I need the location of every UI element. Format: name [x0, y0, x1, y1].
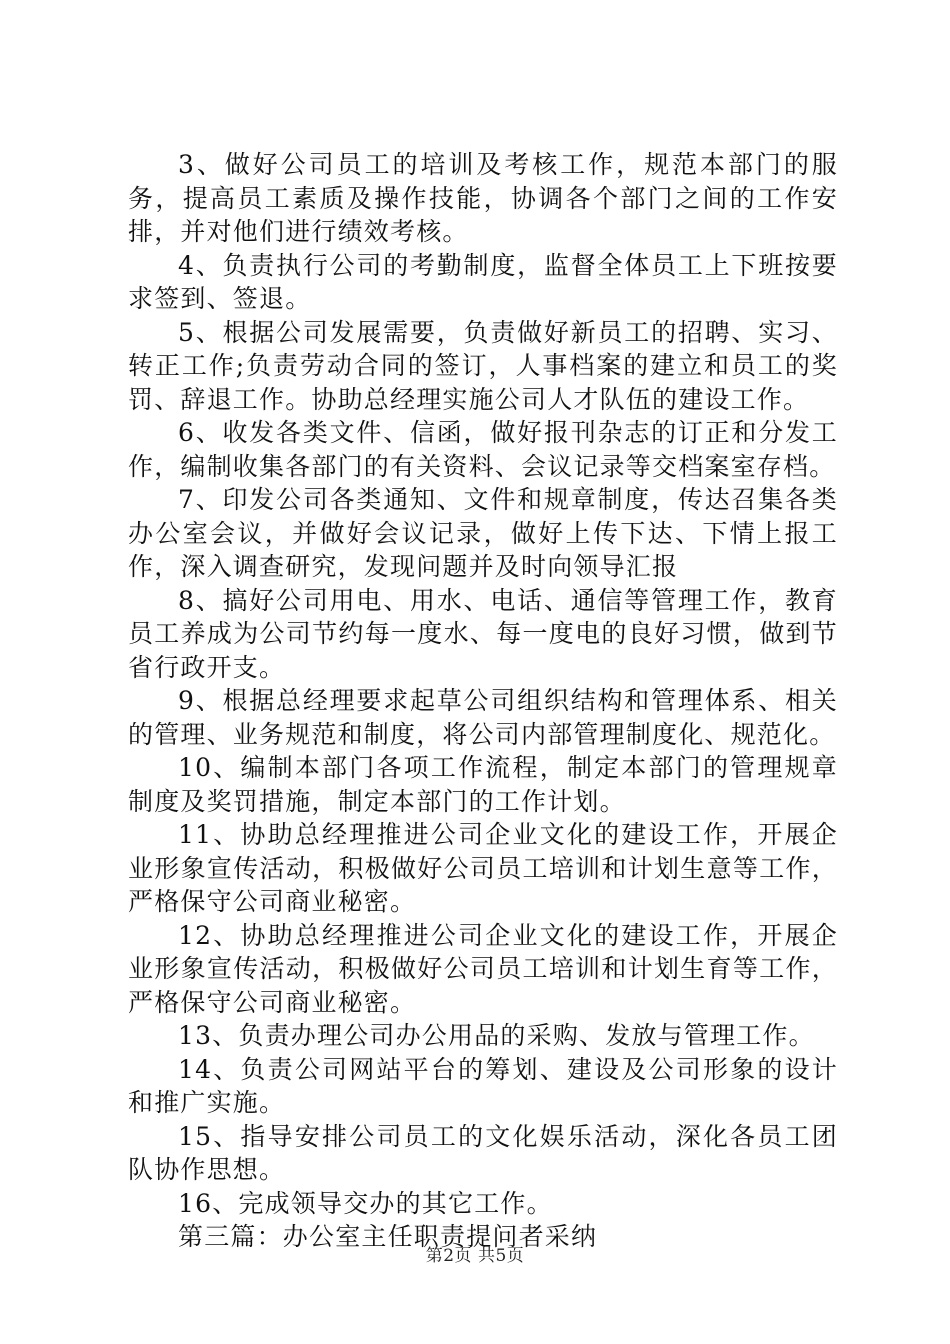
- section-heading-part-three: 第三篇：办公室主任职责提问者采纳: [178, 1222, 598, 1251]
- paragraph-item-3: 3、做好公司员工的培训及考核工作，规范本部门的服务，提高员工素质及操作技能，协调各个部门之间的工作安排，并对他们进行绩效考核。: [128, 150, 838, 246]
- paragraph-item-10: 10、编制本部门各项工作流程，制定本部门的管理规章制度及奖罚措施，制定本部门的工作计划。: [128, 753, 838, 816]
- paragraph-item-11: 11、协助总经理推进公司企业文化的建设工作，开展企业形象宣传活动，积极做好公司员工培训和计划生意等工作，严格保守公司商业秘密。: [128, 820, 838, 916]
- paragraph-item-4: 4、负责执行公司的考勤制度，监督全体员工上下班按要求签到、签退。: [128, 250, 838, 313]
- paragraph-item-8: 8、搞好公司用电、用水、电话、通信等管理工作，教育员工养成为公司节约每一度水、每一度电的良好习惯，做到节省行政开支。: [128, 585, 838, 682]
- paragraph-item-5: 5、根据公司发展需要，负责做好新员工的招聘、实习、转正工作;负责劳动合同的签订，人事档案的建立和员工的奖罚、辞退工作。协助总经理实施公司人才队伍的建设工作。: [128, 317, 838, 414]
- page-number-footer: 第2页 共5页: [425, 1246, 525, 1266]
- paragraph-item-12: 12、协助总经理推进公司企业文化的建设工作，开展企业形象宣传活动，积极做好公司员工培训和计划生育等工作，严格保守公司商业秘密。: [128, 920, 838, 1017]
- paragraph-item-6: 6、收发各类文件、信函，做好报刊杂志的订正和分发工作，编制收集各部门的有关资料、会议记录等交档案室存档。: [128, 418, 838, 481]
- document-body: [128, 148, 838, 1254]
- paragraph-item-14: 14、负责公司网站平台的筹划、建设及公司形象的设计和推广实施。: [128, 1054, 838, 1117]
- paragraph-item-15: 15、指导安排公司员工的文化娱乐活动，深化各员工团队协作思想。: [128, 1121, 838, 1184]
- paragraph-item-16: 16、完成领导交办的其它工作。: [178, 1188, 553, 1218]
- paragraph-item-13: 13、负责办理公司办公用品的采购、发放与管理工作。: [178, 1021, 815, 1050]
- paragraph-item-9: 9、根据总经理要求起草公司组织结构和管理体系、相关的管理、业务规范和制度，将公司内部管理制度化、规范化。: [128, 686, 838, 749]
- paragraph-item-7: 7、印发公司各类通知、文件和规章制度，传达召集各类办公室会议，并做好会议记录，做好上传下达、下情上报工作，深入调查研究，发现问题并及时向领导汇报: [128, 485, 838, 581]
